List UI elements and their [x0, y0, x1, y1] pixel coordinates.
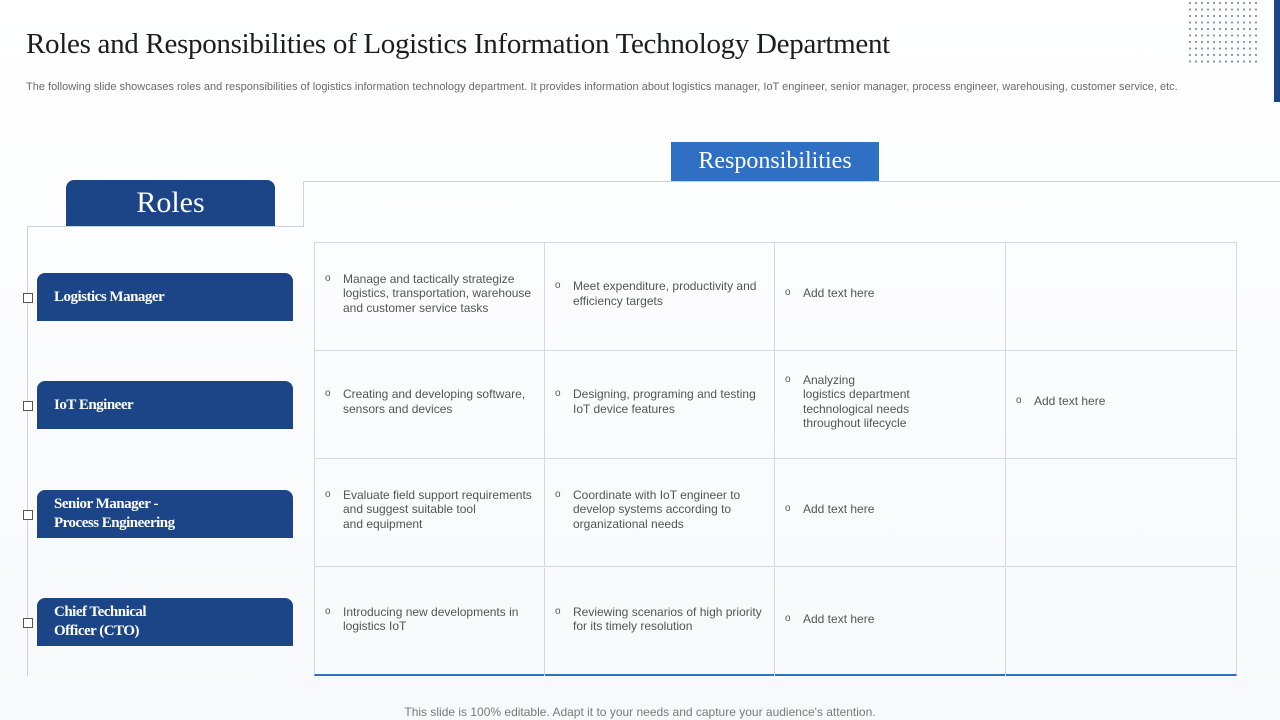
responsibility-item — [775, 373, 910, 431]
bullet-icon: o — [325, 488, 331, 500]
responsibility-cell — [315, 243, 545, 351]
responsibility-cell — [315, 351, 545, 459]
responsibility-cell — [545, 459, 775, 567]
slide-subtitle: The following slide showcases roles and responsibilities of logistics information technology department. It provides information about logistics manager, IoT engineer, senior manager, process engineer, warehousing, customer service, etc. — [26, 81, 1178, 93]
responsibility-text: Add text here — [803, 286, 875, 301]
role-label: Logistics Manager — [37, 273, 293, 321]
accent-bar — [1274, 0, 1280, 102]
responsibility-item — [545, 605, 762, 634]
responsibility-item — [775, 502, 874, 517]
role-label: Senior Manager - Process Engineering — [37, 490, 293, 538]
role-checkbox[interactable] — [23, 510, 33, 520]
responsibility-cell — [1006, 243, 1236, 351]
decorative-dot-grid — [1186, 0, 1266, 70]
responsibility-text: Introducing new developments in logistics IoT — [343, 604, 519, 633]
responsibility-text: Creating and developing software, sensors and devices — [343, 387, 526, 416]
responsibility-item — [315, 488, 532, 532]
responsibility-text: Add text here — [803, 611, 875, 626]
footer-note: This slide is 100% editable. Adapt it to your needs and capture your audience's attention. — [404, 705, 876, 719]
bullet-icon: o — [325, 388, 331, 399]
role-checkbox[interactable] — [23, 401, 33, 411]
bullet-icon: o — [785, 287, 791, 299]
responsibility-item — [775, 612, 874, 627]
role-checkbox[interactable] — [23, 293, 33, 303]
responsibility-item — [315, 387, 525, 416]
roles-frame-line — [27, 226, 303, 227]
responsibility-text: Coordinate with IoT engineer to develop systems according to organizational needs — [573, 487, 741, 531]
responsibility-text: Manage and tactically strategize logistics, transportation, warehouse and customer service tasks — [343, 271, 532, 315]
bullet-icon: o — [325, 272, 331, 284]
bullet-icon: o — [785, 373, 791, 385]
responsibility-text: Reviewing scenarios of high priority for its timely resolution — [573, 604, 762, 633]
responsibilities-header: Responsibilities — [671, 142, 879, 181]
role-label: Chief Technical Officer (CTO) — [37, 598, 293, 646]
bullet-icon: o — [555, 488, 561, 500]
responsibility-cell — [315, 568, 545, 676]
responsibilities-frame-line — [303, 181, 304, 227]
responsibility-item — [545, 279, 756, 308]
responsibility-item — [315, 272, 531, 316]
responsibility-cell — [775, 459, 1006, 567]
role-label: IoT Engineer — [37, 381, 293, 429]
responsibility-item — [545, 387, 756, 416]
responsibility-cell — [1006, 351, 1236, 459]
responsibility-cell — [775, 568, 1006, 676]
slide-title: Roles and Responsibilities of Logistics Information Technology Department — [26, 28, 890, 60]
responsibility-cell — [545, 351, 775, 459]
responsibility-item — [315, 605, 518, 634]
responsibility-cell — [315, 459, 545, 567]
responsibility-text: Add text here — [1034, 394, 1106, 409]
responsibility-cell — [775, 243, 1006, 351]
responsibility-text: Add text here — [803, 502, 875, 517]
responsibility-cell — [545, 243, 775, 351]
responsibilities-frame-line — [303, 181, 1280, 182]
responsibilities-table — [314, 242, 1237, 676]
bullet-icon: o — [325, 605, 331, 617]
responsibility-item — [775, 286, 874, 301]
responsibility-item — [1006, 394, 1105, 409]
responsibility-text: Analyzing logistics department technological needs throughout lifecycle — [803, 372, 910, 430]
responsibility-cell — [1006, 459, 1236, 567]
responsibility-text: Meet expenditure, productivity and efficiency targets — [573, 279, 757, 308]
responsibility-text: Evaluate field support requirements and suggest suitable tool and equipment — [343, 487, 532, 531]
role-checkbox[interactable] — [23, 618, 33, 628]
roles-header: Roles — [66, 180, 275, 226]
bullet-icon: o — [555, 605, 561, 617]
bullet-icon: o — [555, 388, 561, 399]
responsibility-cell — [1006, 568, 1236, 676]
bullet-icon: o — [1016, 395, 1022, 407]
responsibility-cell — [545, 568, 775, 676]
bullet-icon: o — [785, 503, 791, 515]
bullet-icon: o — [555, 280, 561, 291]
responsibility-text: Designing, programing and testing IoT device features — [573, 387, 756, 416]
responsibility-cell — [775, 351, 1006, 459]
responsibility-item — [545, 488, 740, 532]
bullet-icon: o — [785, 612, 791, 624]
